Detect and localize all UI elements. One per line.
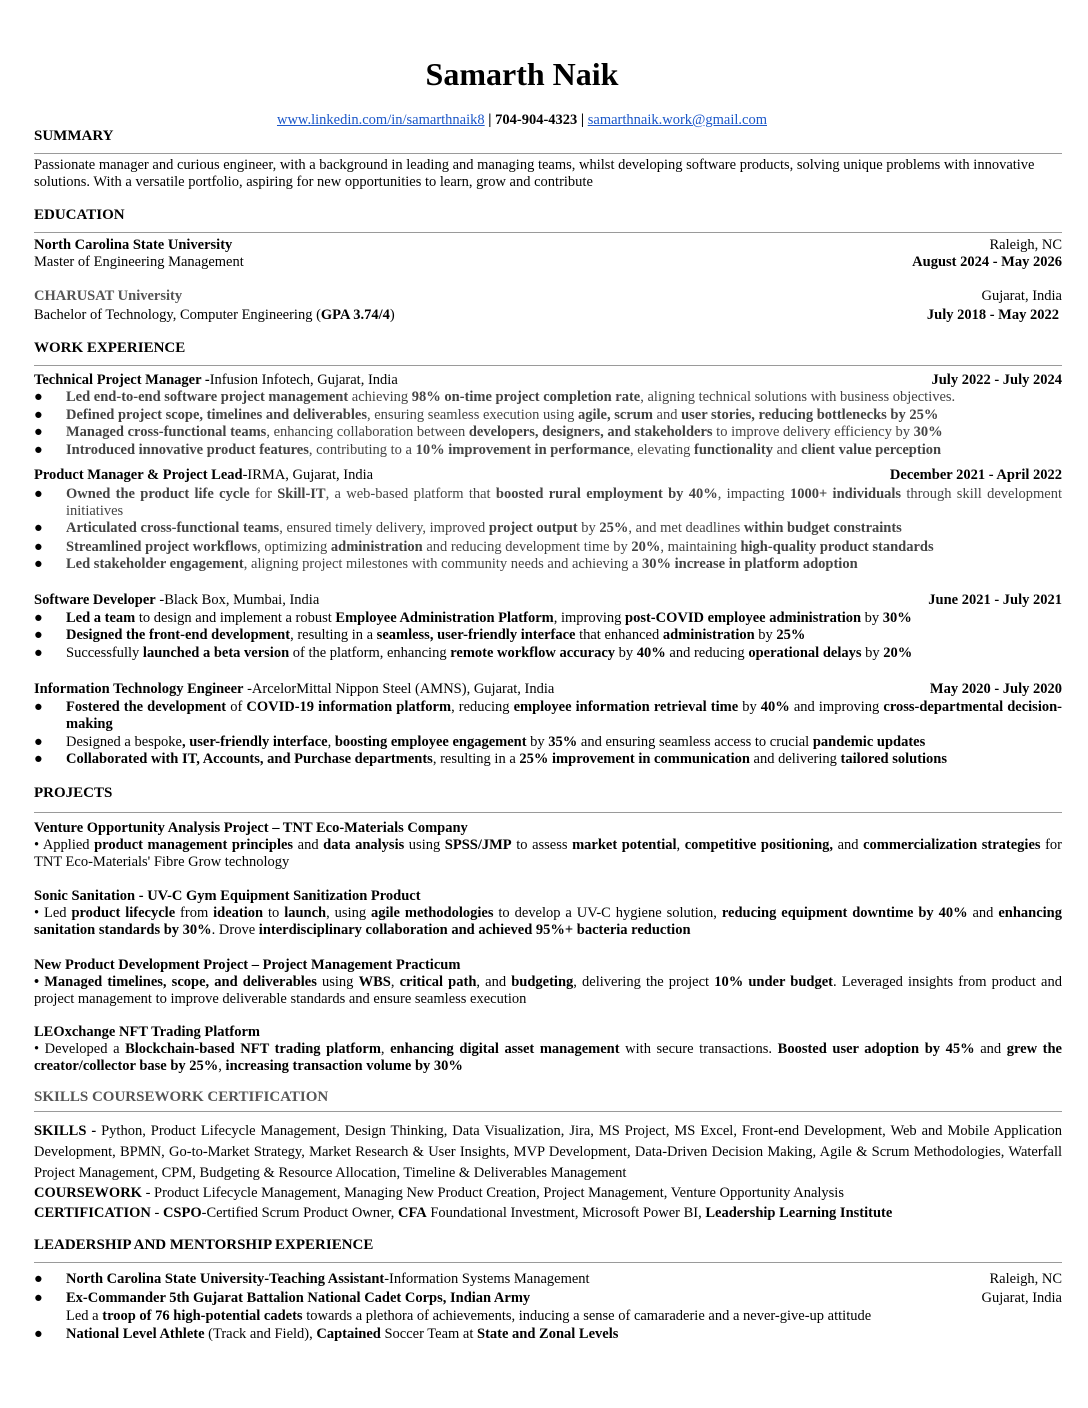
- bold-text: high-quality product standards: [740, 539, 934, 555]
- bold-text: budgeting: [511, 974, 574, 990]
- bold-text: developers, designers, and stakeholders: [468, 424, 713, 440]
- bold-text: agile, scrum: [578, 407, 653, 423]
- text-run: , impacting: [717, 486, 790, 502]
- text-run: that enhanced: [575, 627, 663, 643]
- text-run: , optimizing: [257, 539, 331, 555]
- job-organization: Infusion Infotech: [209, 372, 310, 388]
- project-title-text: Venture Opportunity Analysis Project – TNT Eco-Materials Company: [34, 820, 468, 836]
- project-title-text: New Product Development Project – Project Management Practicum: [34, 957, 461, 973]
- project-title: [34, 888, 1062, 905]
- education-entry-degree: [34, 254, 1062, 271]
- bold-text: Managed cross-functional teams: [66, 424, 267, 440]
- bold-text: interdisciplinary collaboration and achieved 95%+ bacteria reduction: [258, 922, 691, 938]
- bullet-glyph: ●: [34, 486, 43, 502]
- bold-text: launched a beta version: [142, 645, 290, 661]
- bullet-glyph: ●: [34, 520, 43, 536]
- bullet-text: [66, 556, 1062, 573]
- bold-text: COVID-19 information platform: [246, 699, 452, 715]
- bold-text: North Carolina State University-Teaching Assistant: [66, 1271, 385, 1287]
- job-header: [34, 681, 1062, 698]
- section-divider: [34, 812, 1062, 813]
- bold-text: SPSS/JMP: [444, 837, 512, 853]
- bold-text: client value perception: [801, 442, 942, 458]
- text-run: and delivering: [749, 751, 841, 767]
- coursework-line: [34, 1185, 1062, 1202]
- bold-text: data analysis: [323, 837, 405, 853]
- bold-text: , user-friendly interface: [181, 734, 328, 750]
- bold-text: cross-departmental decision-making: [66, 699, 1062, 732]
- job-location: , Gujarat, India: [309, 372, 398, 388]
- bold-text: within budget constraints: [743, 520, 902, 536]
- text-run: for: [249, 486, 278, 502]
- job-location: , Gujarat, India: [466, 681, 555, 697]
- bullet-text: [66, 1271, 1062, 1288]
- bold-text: 20%: [631, 539, 661, 555]
- bullet-text: [66, 627, 1062, 644]
- bullet-text: [66, 486, 1062, 520]
- text-run: , improving: [553, 610, 626, 626]
- education-entry-school: [34, 288, 1062, 305]
- school-name: CHARUSAT University: [34, 288, 183, 304]
- project-title: [34, 820, 1062, 837]
- job-dates: December 2021 - April 2022: [889, 467, 1062, 483]
- bold-text: competitive positioning,: [684, 837, 834, 853]
- bold-text: 30%: [913, 424, 943, 440]
- job-header: [34, 467, 1062, 484]
- bold-text: troop of 76 high-potential cadets: [102, 1308, 303, 1324]
- bullet-text: [66, 407, 1062, 424]
- text-run: Successfully: [66, 645, 143, 661]
- bold-text: 1000+ individuals: [789, 486, 902, 502]
- bold-text: reducing equipment downtime by 40%: [721, 905, 968, 921]
- bold-text: increasing transaction volume by 30%: [225, 1058, 463, 1074]
- bold-text: Led a team: [66, 610, 136, 626]
- bullet-glyph: ●: [34, 751, 43, 767]
- degree-name-end: ): [389, 307, 395, 323]
- text-run: and ensuring seamless access to crucial: [577, 734, 813, 750]
- bold-text: Captained: [316, 1326, 381, 1342]
- job-location: , Gujarat, India: [285, 467, 374, 483]
- bold-text: market potential: [572, 837, 677, 853]
- job-header: [34, 372, 1062, 389]
- text-run: , ensuring seamless execution using: [366, 407, 578, 423]
- linkedin-link[interactable]: www.linkedin.com/in/samarthnaik8: [276, 112, 485, 128]
- email-link[interactable]: samarthnaik.work@gmail.com: [587, 112, 767, 128]
- degree-name: Master of Engineering Management: [34, 254, 244, 270]
- text-run: and: [967, 905, 999, 921]
- text-run: ,: [380, 1041, 391, 1057]
- text-run: and: [833, 837, 864, 853]
- skills-paragraph: [34, 1121, 1062, 1184]
- bold-text: Streamlined project workflows: [66, 539, 258, 555]
- bold-text: Articulated cross-functional teams: [66, 520, 280, 536]
- text-run: . Drove: [211, 922, 259, 938]
- contact-separator: |: [577, 112, 588, 128]
- leadership-description: [66, 1308, 1062, 1325]
- bold-text: Employee Administration Platform: [335, 610, 554, 626]
- bold-text: ideation: [213, 905, 264, 921]
- bold-text: 25%: [599, 520, 629, 536]
- bullet-glyph: ●: [34, 1290, 43, 1306]
- bullet-text: [66, 1326, 1062, 1343]
- project-title-text: Sonic Sanitation - UV-C Gym Equipment Sanitization Product: [34, 888, 421, 904]
- text-run: with secure transactions.: [619, 1041, 778, 1057]
- leadership-location: Gujarat, India: [981, 1290, 1062, 1306]
- bold-text: Owned the product life cycle: [66, 486, 250, 502]
- bold-text: Led stakeholder engagement: [66, 556, 244, 572]
- text-run: Led a: [66, 1308, 103, 1324]
- text-run: , and: [476, 974, 512, 990]
- text-run: , resulting in a: [290, 627, 377, 643]
- text-run: by: [861, 645, 884, 661]
- bold-text: Collaborated with IT, Accounts, and Purchase departments: [66, 751, 433, 767]
- job-header: [34, 592, 1062, 609]
- text-run: through skill development initiatives: [66, 486, 1062, 519]
- bold-text: 35%: [548, 734, 578, 750]
- text-run: Soccer Team at: [380, 1326, 477, 1342]
- text-run: and improving: [789, 699, 884, 715]
- text-run: Foundational Investment, Microsoft Power BI,: [426, 1205, 706, 1221]
- project-description: [34, 1041, 1062, 1075]
- school-name: North Carolina State University: [34, 237, 233, 253]
- text-run: ,: [390, 974, 400, 990]
- text-run: by: [861, 610, 883, 626]
- text-run: and reducing: [665, 645, 749, 661]
- job-title: Information Technology Engineer: [34, 681, 244, 697]
- bullet-glyph: ●: [34, 1326, 43, 1342]
- bold-text: 98% on-time project completion rate: [411, 389, 641, 405]
- text-run: by: [754, 627, 777, 643]
- bullet-text: [66, 734, 1062, 751]
- bold-text: • Managed timelines, scope, and deliverables: [34, 974, 317, 990]
- bullet-text: [66, 520, 1062, 537]
- bullet-glyph: ●: [34, 610, 43, 626]
- coursework-label: COURSEWORK: [34, 1185, 142, 1201]
- text-run: , maintaining: [660, 539, 741, 555]
- text-run: for TNT Eco-Materials' Fibre Grow technology: [34, 837, 1063, 870]
- project-title: [34, 957, 1062, 974]
- leadership-location: Raleigh, NC: [989, 1271, 1062, 1287]
- job-organization: -Black Box: [155, 592, 226, 608]
- text-run: by: [526, 734, 549, 750]
- text-run: ,: [327, 734, 335, 750]
- text-run: using: [404, 837, 445, 853]
- bold-text: CERTIFICATION: [34, 1205, 151, 1221]
- text-run: of: [226, 699, 247, 715]
- section-heading-skills: SKILLS COURSEWORK CERTIFICATION: [34, 1089, 329, 1105]
- section-heading-work: WORK EXPERIENCE: [34, 340, 186, 356]
- bold-text: Skill-IT: [277, 486, 326, 502]
- bullet-glyph: ●: [34, 556, 43, 572]
- bold-text: post-COVID employee administration: [625, 610, 862, 626]
- bold-text: Led end-to-end software project management: [66, 389, 349, 405]
- bold-text: CFA: [397, 1205, 427, 1221]
- bullet-glyph: ●: [34, 407, 43, 423]
- bold-text: agile methodologies: [370, 905, 494, 921]
- bold-text: State and Zonal Levels: [477, 1326, 619, 1342]
- text-run: -: [150, 1205, 163, 1221]
- section-divider: [34, 232, 1062, 233]
- text-run: , delivering the project: [573, 974, 715, 990]
- job-dates: June 2021 - July 2021: [928, 592, 1062, 608]
- text-run: and: [293, 837, 324, 853]
- bold-text: Introduced innovative product features: [66, 442, 309, 458]
- bold-text: pandemic updates: [812, 734, 926, 750]
- project-description: [34, 905, 1062, 939]
- section-heading-projects: PROJECTS: [34, 785, 113, 801]
- gpa: GPA 3.74/4: [320, 307, 390, 323]
- school-location: Raleigh, NC: [989, 237, 1062, 253]
- text-run: using: [316, 974, 359, 990]
- bullet-glyph: ●: [34, 539, 43, 555]
- text-run: ,: [676, 837, 685, 853]
- school-location: Gujarat, India: [981, 288, 1062, 304]
- text-run: to design and implement a robust: [135, 610, 336, 626]
- bold-text: 30%: [882, 610, 912, 626]
- bullet-glyph: ●: [34, 389, 43, 405]
- bullet-text: [66, 539, 1062, 556]
- job-location: , Mumbai, India: [225, 592, 320, 608]
- text-run: • Led: [34, 905, 72, 921]
- text-run: , enhancing collaboration between: [266, 424, 469, 440]
- bold-text: critical path: [399, 974, 477, 990]
- section-divider: [34, 153, 1062, 154]
- bold-text: National Level Athlete: [66, 1326, 205, 1342]
- text-run: , ensured timely delivery, improved: [279, 520, 489, 536]
- job-title: Product Manager & Project Lead: [34, 467, 243, 483]
- project-title: [34, 1024, 1062, 1041]
- bold-text: WBS: [358, 974, 391, 990]
- bullet-glyph: ●: [34, 645, 43, 661]
- text-run: by: [577, 520, 600, 536]
- section-divider: [34, 365, 1062, 366]
- education-entry-degree: [34, 307, 1062, 324]
- text-run: ,: [218, 1058, 226, 1074]
- coursework-list: - Product Lifecycle Management, Managing New Product Creation, Project Management, Venture Opportunity Analysis: [141, 1185, 844, 1201]
- text-run: , aligning technical solutions with business objectives.: [640, 389, 956, 405]
- text-run: • Developed a: [34, 1041, 126, 1057]
- text-run: (Track and Field),: [204, 1326, 317, 1342]
- bold-text: 40%: [636, 645, 666, 661]
- bold-text: boosting employee engagement: [334, 734, 527, 750]
- text-run: to improve delivery efficiency by: [712, 424, 914, 440]
- project-description: [34, 974, 1062, 1008]
- bold-text: CSPO: [162, 1205, 202, 1221]
- bold-text: product management principles: [94, 837, 294, 853]
- section-divider: [34, 1262, 1062, 1263]
- bullet-text: [66, 1290, 1062, 1307]
- bold-text: 10% improvement in performance: [415, 442, 630, 458]
- bold-text: Ex-Commander 5th Gujarat Battalion National Cadet Corps, Indian Army: [66, 1290, 531, 1306]
- text-run: Designed a bespoke: [66, 734, 182, 750]
- job-dates: May 2020 - July 2020: [929, 681, 1062, 697]
- education-dates: July 2018 - May 2022: [926, 307, 1059, 323]
- bullet-glyph: ●: [34, 442, 43, 458]
- text-run: . Leveraged insights from product and project management to improve deliverable standards and ensure seamless execution: [34, 974, 1062, 1007]
- bold-text: grew the creator/collector base by 25%: [34, 1041, 1062, 1074]
- section-heading-education: EDUCATION: [34, 207, 125, 223]
- text-run: towards a plethora of achievements, inducing a sense of camaraderie and a never-give-up attitude: [302, 1308, 872, 1324]
- contact-line: [0, 112, 1044, 129]
- bold-text: 40%: [760, 699, 790, 715]
- text-run: , aligning project milestones with community needs and achieving a: [243, 556, 643, 572]
- bold-text: remote workflow accuracy: [450, 645, 616, 661]
- bold-text: 25% improvement in communication: [519, 751, 750, 767]
- bold-text: administration: [662, 627, 755, 643]
- resume-name: Samarth Naik: [425, 56, 619, 92]
- bullet-glyph: ●: [34, 699, 43, 715]
- text-run: to: [263, 905, 285, 921]
- text-run: from: [175, 905, 214, 921]
- bold-text: Blockchain-based NFT trading platform: [125, 1041, 381, 1057]
- text-run: by: [738, 699, 761, 715]
- education-entry-school: [34, 237, 1062, 254]
- bold-text: boosted rural employment by 40%: [495, 486, 718, 502]
- bold-text: user stories, reducing bottlenecks by 25%: [681, 407, 939, 423]
- certification-line: [34, 1205, 1062, 1222]
- bold-text: project output: [488, 520, 578, 536]
- bullet-glyph: ●: [34, 734, 43, 750]
- job-organization: -IRMA: [242, 467, 286, 483]
- text-run: and: [772, 442, 802, 458]
- bold-text: functionality: [694, 442, 773, 458]
- bullet-text: [66, 699, 1062, 733]
- bold-text: operational delays: [748, 645, 862, 661]
- bullet-text: [66, 645, 1062, 662]
- text-run: to assess: [511, 837, 573, 853]
- bold-text: enhancing digital asset management: [390, 1041, 620, 1057]
- text-run: , contributing to a: [308, 442, 416, 458]
- text-run: , reducing: [451, 699, 514, 715]
- text-run: , a web-based platform that: [325, 486, 496, 502]
- job-organization: -ArcelorMittal Nippon Steel (AMNS): [243, 681, 467, 697]
- text-run: and: [652, 407, 682, 423]
- bold-text: administration: [330, 539, 423, 555]
- bullet-text: [66, 389, 1062, 406]
- phone-number: 704-904-4323: [495, 112, 578, 128]
- text-run: of the platform, enhancing: [289, 645, 451, 661]
- skills-list: Python, Product Lifecycle Management, Design Thinking, Data Visualization, Jira, MS Project, MS Excel, Front-end Development, Web and Mobile Application Development, BPMN, Go-to-Market Strategy, Market Research & User Insights, MVP Development, Data-Driven Decision Making, Agile & Scrum Methodologies, Waterfall Project Management, CPM, Budgeting & Resource Allocation, Timeline & Deliverables Management: [34, 1123, 1062, 1181]
- bullet-glyph: ●: [34, 1271, 43, 1287]
- bold-text: Fostered the development: [66, 699, 227, 715]
- bold-text: 30% increase in platform adoption: [642, 556, 858, 572]
- bold-text: tailored solutions: [840, 751, 948, 767]
- bullet-text: [66, 610, 1062, 627]
- text-run: to develop a UV-C hygiene solution,: [493, 905, 722, 921]
- text-run: and: [974, 1041, 1007, 1057]
- bold-text: Boosted user adoption by 45%: [777, 1041, 975, 1057]
- section-heading-summary: SUMMARY: [34, 128, 114, 144]
- bullet-text: [66, 751, 1062, 768]
- text-run: • Applied: [34, 837, 95, 853]
- bullet-glyph: ●: [34, 424, 43, 440]
- job-dates: July 2022 - July 2024: [931, 372, 1062, 388]
- text-run: , using: [326, 905, 371, 921]
- skills-label: SKILLS -: [34, 1123, 97, 1139]
- text-run: and reducing development time by: [422, 539, 632, 555]
- text-run: by: [615, 645, 637, 661]
- bold-text: product lifecycle: [71, 905, 176, 921]
- job-title: Software Developer: [34, 592, 156, 608]
- text-run: , and met deadlines: [628, 520, 744, 536]
- bold-text: Defined project scope, timelines and deliverables: [66, 407, 367, 423]
- text-run: achieving: [348, 389, 412, 405]
- text-run: , resulting in a: [432, 751, 520, 767]
- bullet-text: [66, 424, 1062, 441]
- contact-separator: |: [484, 112, 496, 128]
- bullet-glyph: ●: [34, 627, 43, 643]
- bold-text: 20%: [883, 645, 913, 661]
- text-run: , elevating: [629, 442, 695, 458]
- text-run: -Certified Scrum Product Owner,: [201, 1205, 398, 1221]
- bold-text: employee information retrieval time: [513, 699, 739, 715]
- bold-text: seamless, user-friendly interface: [376, 627, 576, 643]
- section-divider: [34, 1111, 1062, 1112]
- project-description: [34, 837, 1062, 871]
- bold-text: enhancing sanitation standards by 30%: [34, 905, 1063, 938]
- bold-text: Designed the front-end development: [66, 627, 291, 643]
- section-heading-leadership: LEADERSHIP AND MENTORSHIP EXPERIENCE: [34, 1237, 374, 1253]
- job-title: Technical Project Manager -: [34, 372, 210, 388]
- bold-text: launch: [284, 905, 327, 921]
- degree-name: Bachelor of Technology, Computer Engineering (: [34, 307, 321, 323]
- summary-text: Passionate manager and curious engineer, with a background in leading and managing teams, whilst developing software products, solving unique problems with innovative solutions. With a versatile portfolio, aspiring for new opportunities to learn, grow and contribute: [34, 157, 1035, 190]
- bold-text: 10% under budget: [714, 974, 833, 990]
- bold-text: Leadership Learning Institute: [705, 1205, 893, 1221]
- bold-text: 25%: [776, 627, 806, 643]
- bold-text: commercialization strategies: [863, 837, 1041, 853]
- text-run: -Information Systems Management: [384, 1271, 590, 1287]
- education-dates: August 2024 - May 2026: [912, 254, 1062, 270]
- project-title-text: LEOxchange NFT Trading Platform: [34, 1024, 260, 1040]
- bullet-text: [66, 442, 1062, 459]
